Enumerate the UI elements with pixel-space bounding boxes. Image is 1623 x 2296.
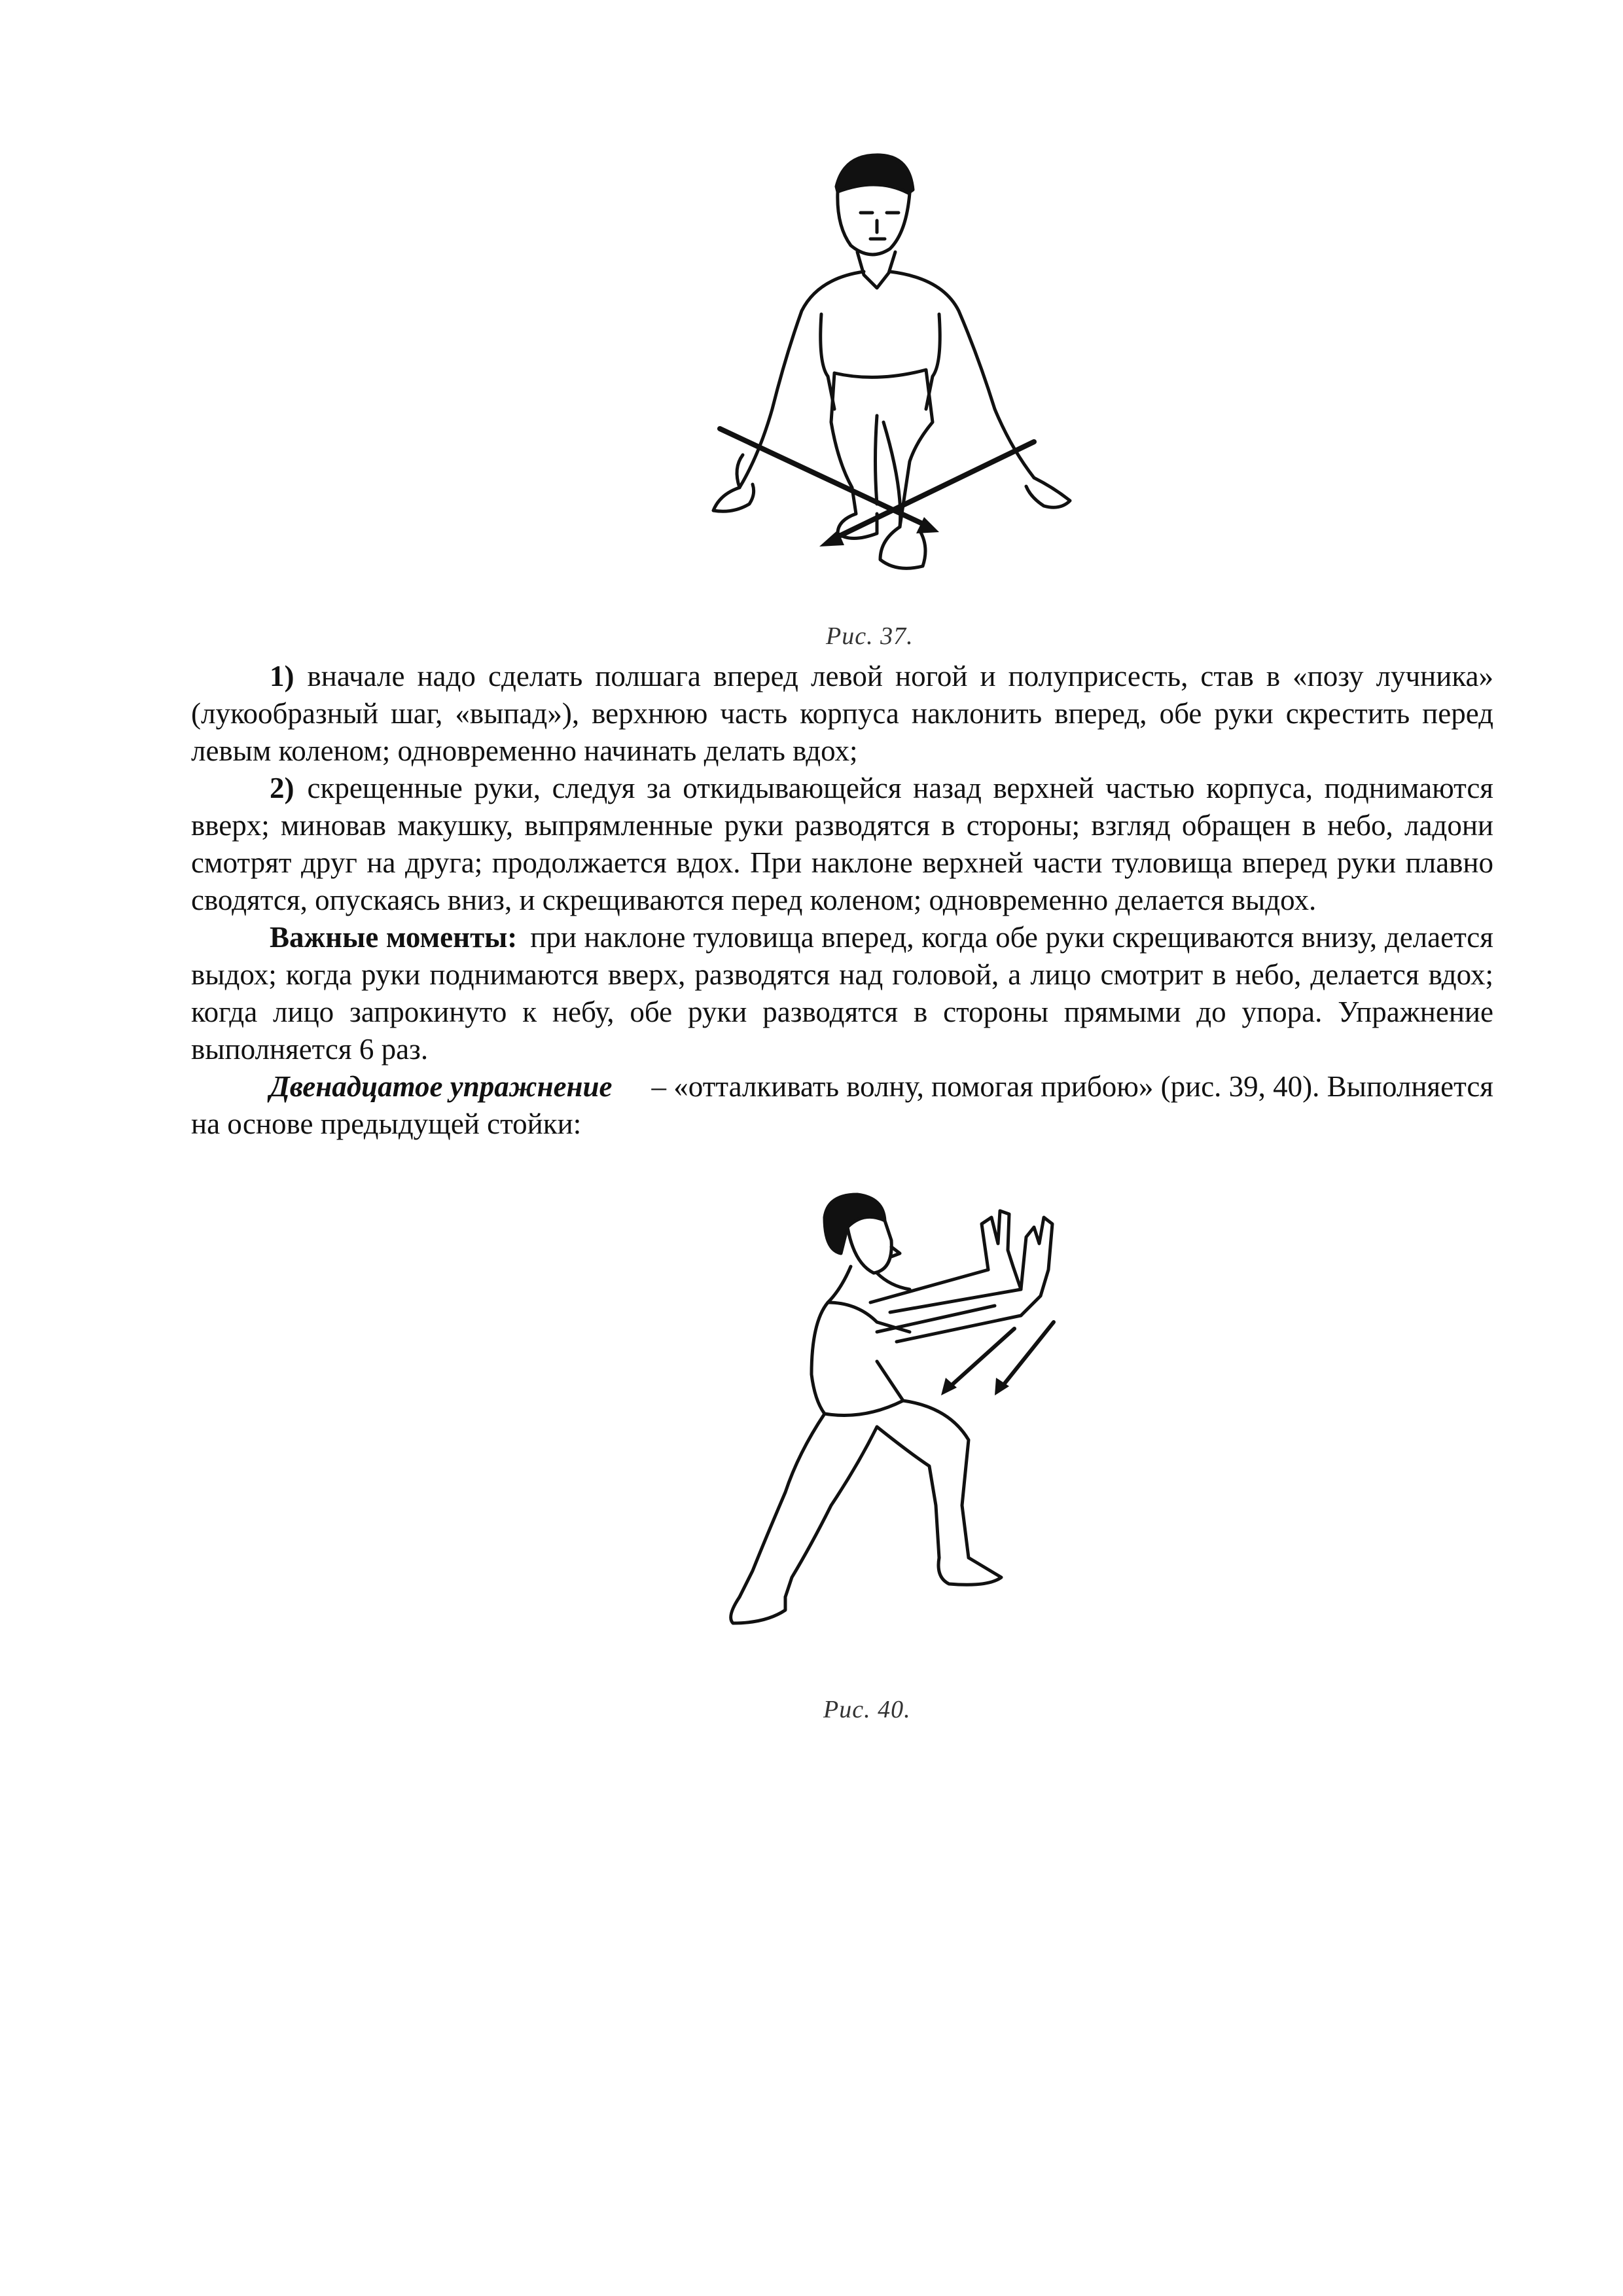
figure-40 [713,1191,1080,1682]
exercise-12-title: Двенадцатое упражнение [270,1070,613,1103]
step-2-paragraph [191,770,1493,919]
figure-40-caption: Рис. 40. [823,1696,911,1723]
figure-37-caption: Рис. 37. [826,622,914,650]
important-text: при наклоне туловища вперед, когда обе руки скрещиваются внизу, делается выдох; когда руки поднимаются вверх, разводятся над головой, а лицо смотрит в небо, делается вдох; когда лицо запрокинуто к небу, обе руки разводятся в стороны прямыми до упора. Упражнение выполняется 6 раз. [191,921,1493,1066]
important-paragraph [191,919,1493,1068]
figure-37 [681,147,1099,605]
body-text [191,658,1493,1143]
figure-37-illustration [681,147,1099,605]
step-1-paragraph [191,658,1493,770]
exercise-12-text: – «отталкивать волну, помогая прибою» (рис. 39, 40). Выполняется на основе предыдущей стойки: [191,1070,1493,1140]
step-1-label: 1) [270,660,294,692]
figure-40-illustration [713,1191,1080,1682]
step-2-label: 2) [270,772,294,804]
step-2-text: скрещенные руки, следуя за откидывающейся назад верхней частью корпуса, поднимаются вверх; миновав макушку, выпрямленные руки разводятся в стороны; взгляд обращен в небо, ладони смотрят друг на друга; продолжается вдох. При наклоне верхней части туловища вперед руки плавно сводятся, опускаясь вниз, и скрещиваются перед коленом; одновременно делается выдох. [191,772,1493,916]
step-1-text: вначале надо сделать полшага вперед левой ногой и полуприсесть, став в «позу лучника» (лукообразный шаг, «выпад»), верхнюю часть корпуса наклонить вперед, обе руки скрестить перед левым коленом; одновременно начинать делать вдох; [191,660,1493,767]
important-label: Важные моменты: [270,921,518,954]
exercise-12-paragraph [191,1068,1493,1143]
